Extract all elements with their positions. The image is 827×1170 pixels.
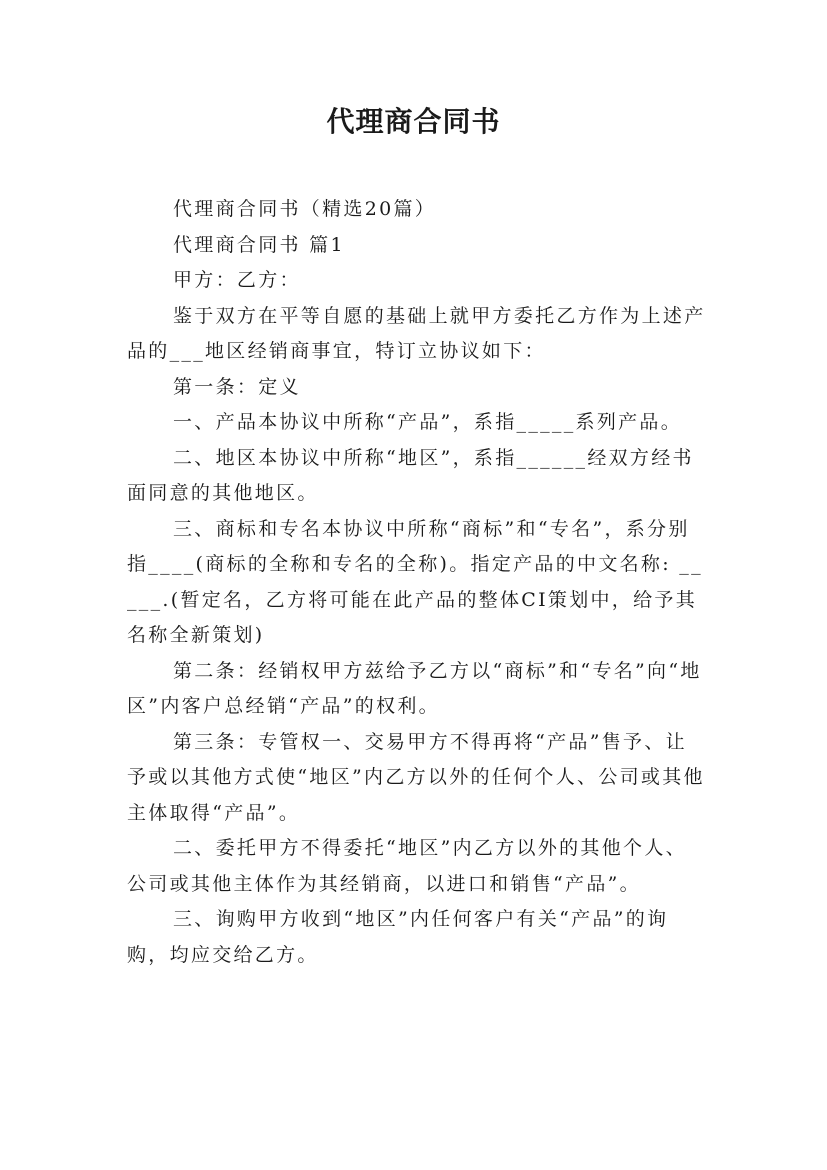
paragraph-definition-trademark: 三、商标和专名本协议中所称“商标”和“专名”，系分别指____(商标的全称和专名的全称)。指定产品的中文名称: _____.(暂定名，乙方将可能在此产品的整体CI策划中，给予其名称全新策划)	[127, 517, 703, 646]
paragraph-definition-product: 一、产品本协议中所称“产品”，系指_____系列产品。	[173, 411, 683, 433]
paragraph-preamble: 鉴于双方在平等自愿的基础上就甲方委托乙方作为上述产品的___地区经销商事宜，特订立协议如下：	[127, 304, 706, 362]
paragraph-entrustment: 二、委托甲方不得委托“地区”内乙方以外的其他个人、公司或其他主体作为其经销商，以进口和销售“产品”。	[127, 837, 687, 895]
paragraph-definition-region: 二、地区本协议中所称“地区”，系指______经双方经书面同意的其他地区。	[127, 446, 694, 504]
paragraph-article-2: 第二条：经销权甲方兹给予乙方以“商标”和“专名”向“地区”内客户总经销“产品”的权利。	[127, 659, 702, 717]
paragraph-article-1: 第一条：定义	[173, 375, 301, 398]
paragraph-inquiry: 三、询购甲方收到“地区”内任何客户有关“产品”的询购，均应交给乙方。	[127, 908, 669, 966]
paragraph-subtitle: 代理商合同书（精选20篇）	[173, 198, 437, 220]
paragraph-parties: 甲方：乙方：	[173, 269, 301, 291]
document-body	[127, 192, 707, 973]
document-title: 代理商合同书	[326, 105, 501, 138]
paragraph-article-3: 第三条：专管权一、交易甲方不得再将“产品”售予、让予或以其他方式使“地区”内乙方以外的任何个人、公司或其他主体取得“产品”。	[127, 730, 705, 824]
paragraph-section-heading: 代理商合同书 篇1	[173, 233, 345, 256]
